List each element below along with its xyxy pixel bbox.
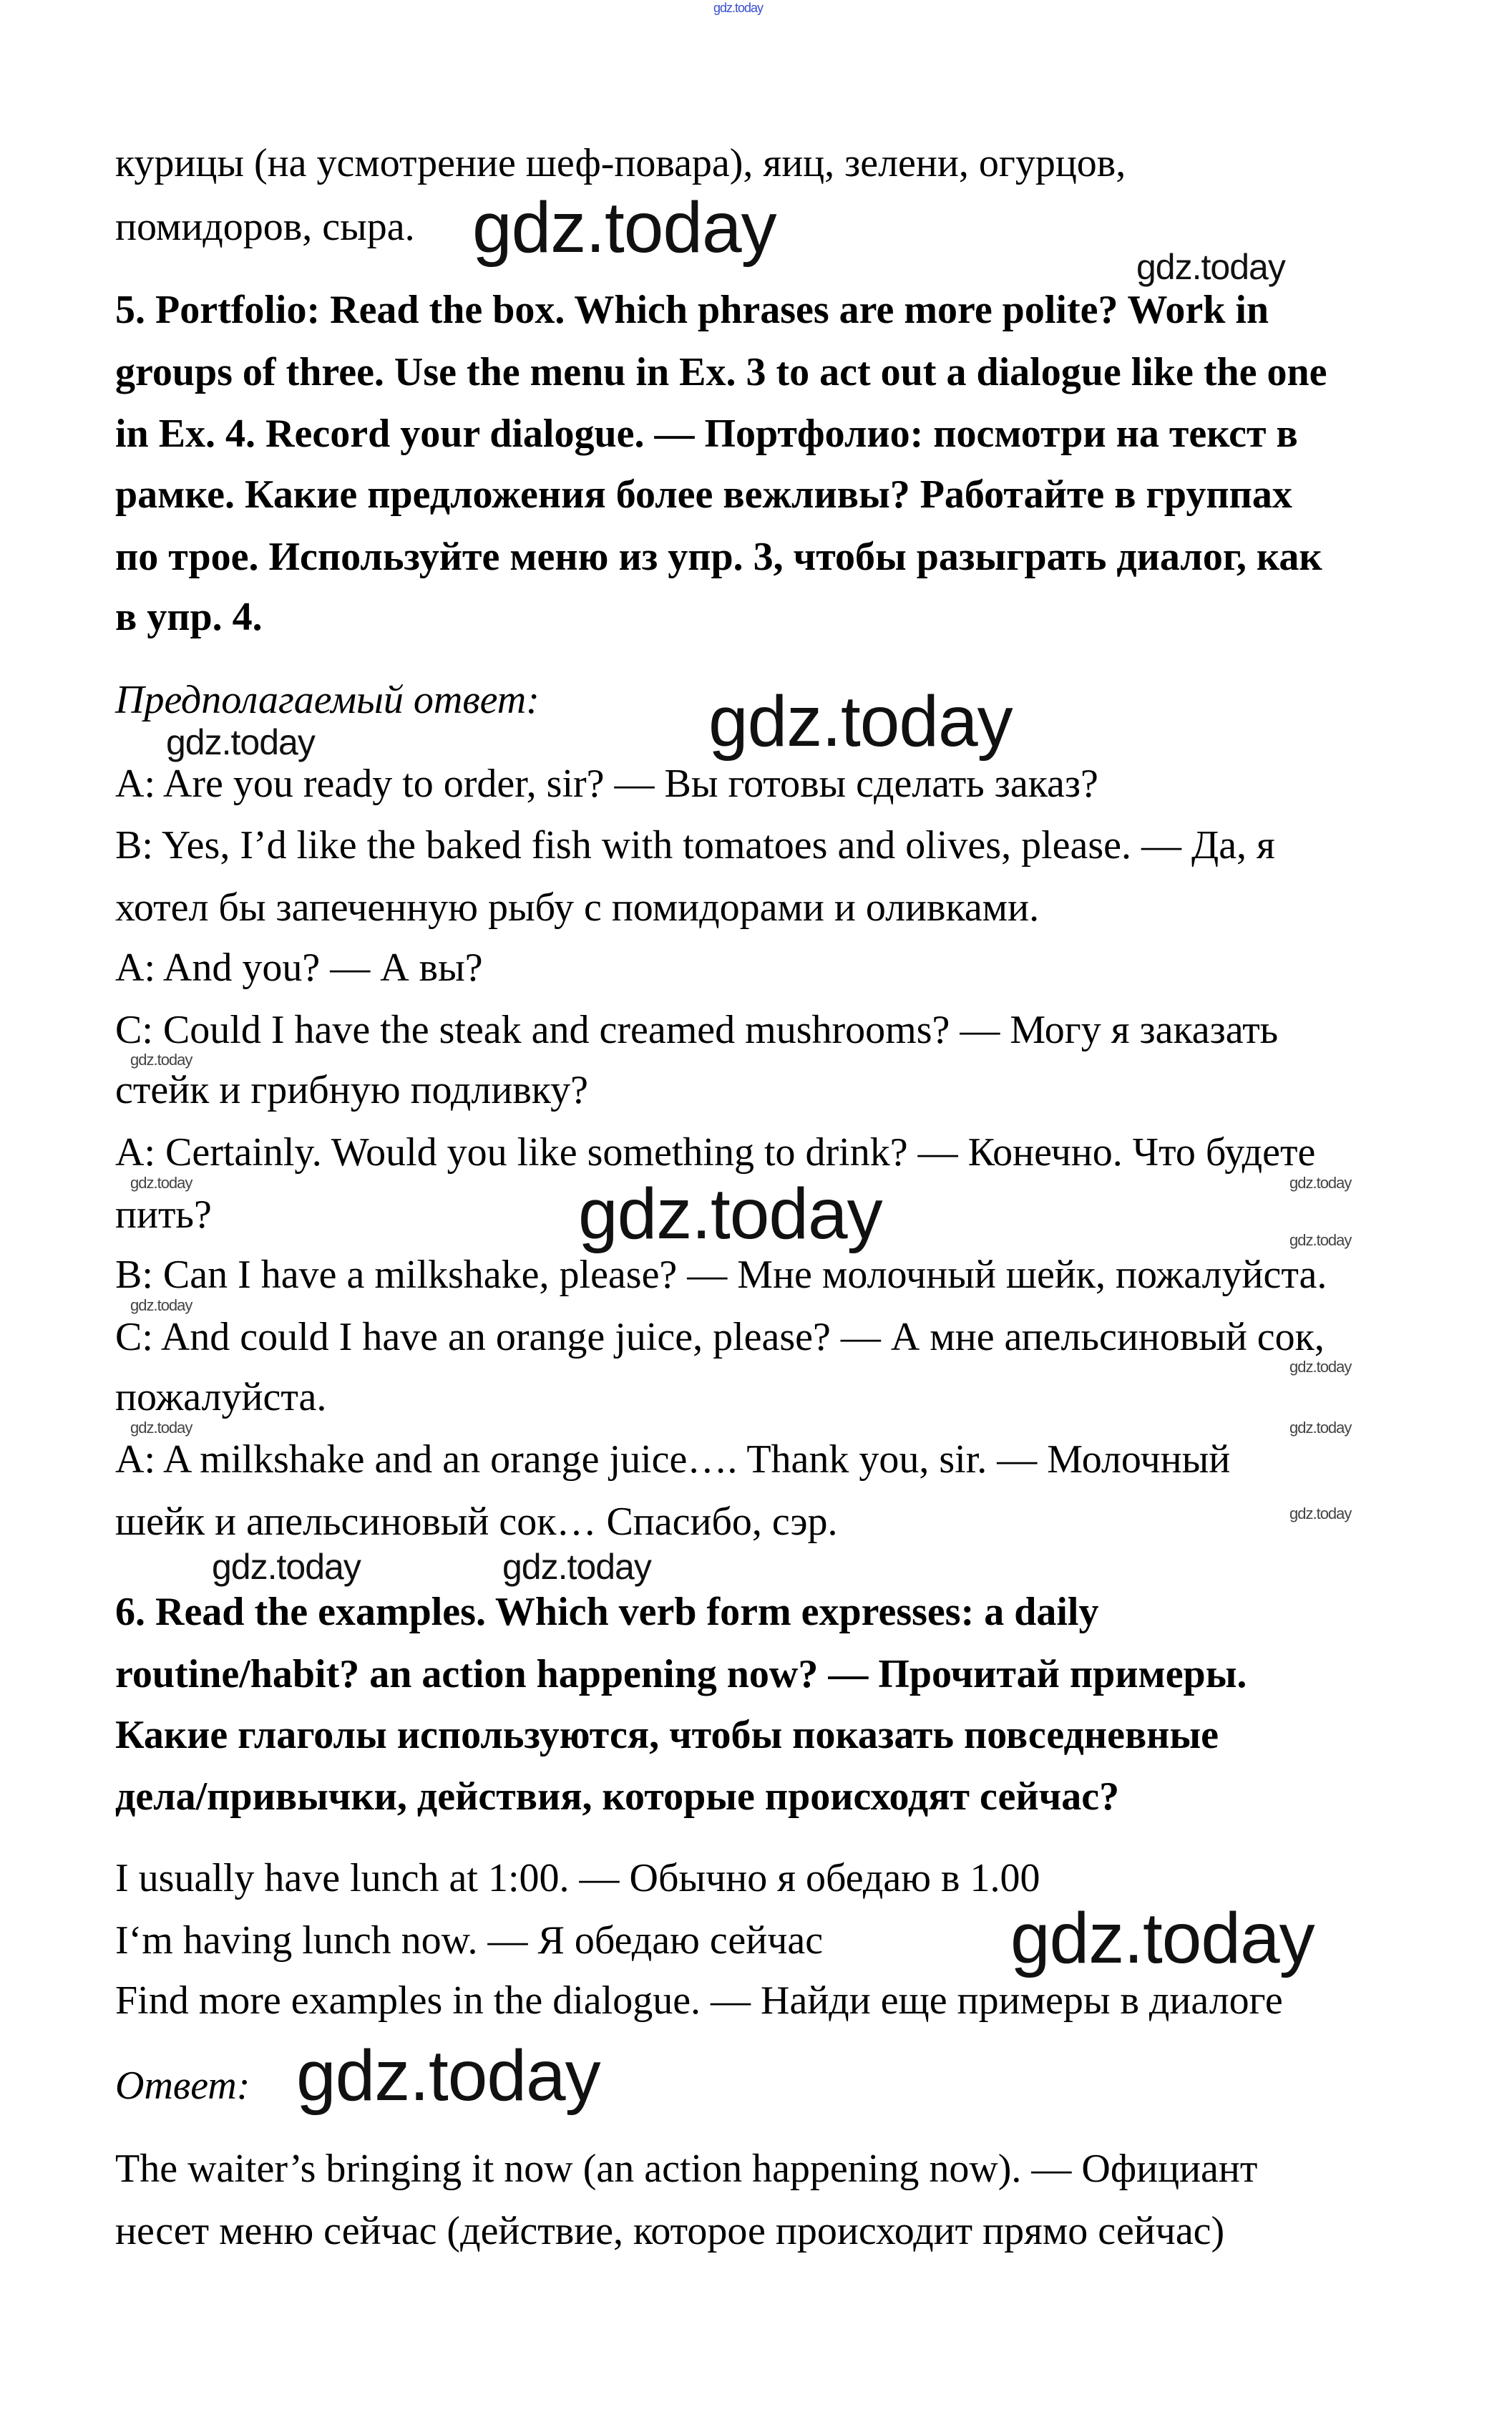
watermark: gdz.today [578,1174,882,1254]
task5-heading: в упр. 4. [115,595,263,639]
answer-line: несет меню сейчас (действие, которое происходит прямо сейчас) [115,2209,1225,2253]
watermark: gdz.today [130,1174,192,1192]
watermark: gdz.today [130,1051,192,1069]
dialogue-line: стейк и грибную подливку? [115,1068,589,1112]
answer-label: Предполагаемый ответ: [115,678,540,722]
example-line: I usually have lunch at 1:00. — Обычно я обедаю в 1.00 [115,1856,1040,1900]
watermark: gdz.today [296,2036,600,2116]
answer-label: Ответ: [115,2064,250,2108]
watermark: gdz.today [1289,1505,1352,1522]
example-line: Find more examples in the dialogue. — Найди еще примеры в диалоге [115,1978,1283,2023]
dialogue-line: хотел бы запеченную рыбу с помидорами и оливками. [115,885,1040,930]
watermark: gdz.today [1289,1231,1352,1249]
task6-heading: дела/привычки, действия, которые происходят сейчас? [115,1774,1120,1819]
watermark: gdz.today [1289,1419,1352,1437]
dialogue-line: A: Certainly. Would you like something to drink? — Конечно. Что будете [115,1130,1316,1175]
watermark: gdz.today [1289,1174,1352,1192]
watermark-top: gdz.today [713,1,764,15]
watermark: gdz.today [130,1296,192,1314]
example-line: I‘m having lunch now. — Я обедаю сейчас [115,1918,824,1963]
dialogue-line: C: And could I have an orange juice, please? — А мне апельсиновый сок, [115,1315,1325,1359]
watermark: gdz.today [502,1547,651,1587]
task6-heading: 6. Read the examples. Which verb form expresses: a daily [115,1590,1099,1634]
task5-heading: рамке. Какие предложения более вежливы? Работайте в группах [115,472,1292,517]
dialogue-line: A: A milkshake and an orange juice…. Thank you, sir. — Молочный [115,1437,1231,1482]
dialogue-line: пить? [115,1192,212,1237]
dialogue-line: C: Could I have the steak and creamed mushrooms? — Могу я заказать [115,1008,1279,1052]
watermark: gdz.today [130,1419,192,1437]
task5-heading: groups of three. Use the menu in Ex. 3 to act out a dialogue like the one [115,350,1327,394]
dialogue-line: шейк и апельсиновый сок… Спасибо, сэр. [115,1500,838,1544]
dialogue-line: A: And you? — А вы? [115,946,483,990]
watermark: gdz.today [472,188,776,268]
task5-heading: in Ex. 4. Record your dialogue. — Портфолио: посмотри на текст в [115,412,1298,456]
dialogue-line: B: Yes, I’d like the baked fish with tomatoes and olives, please. — Да, я [115,823,1275,868]
task6-heading: routine/habit? an action happening now? — Прочитай примеры. [115,1652,1247,1696]
watermark: gdz.today [166,722,315,762]
task5-heading: 5. Portfolio: Read the box. Which phrases are more polite? Work in [115,288,1269,332]
watermark: gdz.today [1010,1898,1315,1978]
dialogue-line: B: Can I have a milkshake, please? — Мне молочный шейк, пожалуйста. [115,1253,1327,1297]
dialogue-line: A: Are you ready to order, sir? — Вы готовы сделать заказ? [115,762,1098,806]
task6-heading: Какие глаголы используются, чтобы показать повседневные [115,1713,1219,1757]
watermark: gdz.today [1136,247,1285,287]
watermark: gdz.today [708,681,1013,762]
text-line: курицы (на усмотрение шеф-повара), яиц, зелени, огурцов, [115,141,1126,185]
watermark: gdz.today [212,1547,361,1587]
watermark: gdz.today [1289,1358,1352,1376]
task5-heading: по трое. Используйте меню из упр. 3, чтобы разыграть диалог, как [115,535,1322,579]
text-line: помидоров, сыра. [115,205,415,249]
answer-line: The waiter’s bringing it now (an action happening now). — Официант [115,2147,1258,2191]
dialogue-line: пожалуйста. [115,1375,327,1419]
